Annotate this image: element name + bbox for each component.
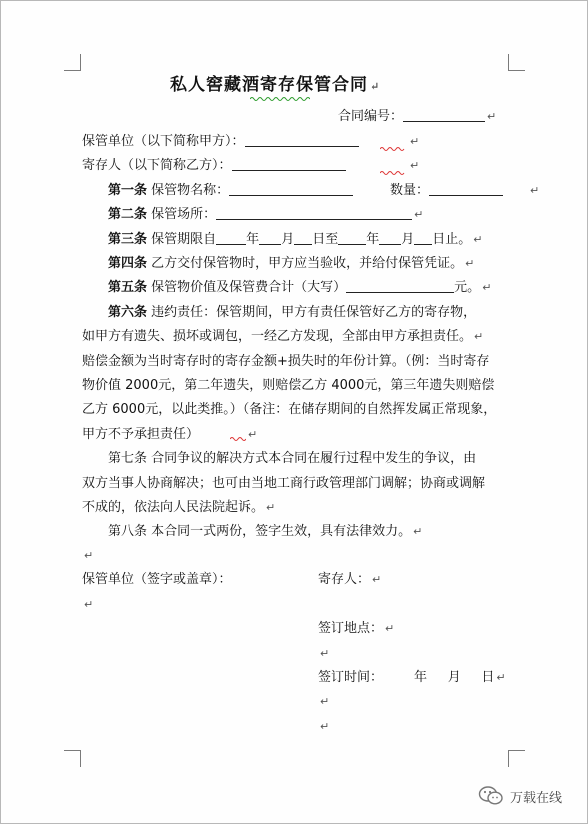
watermark-text: 万载在线 (510, 790, 563, 806)
sign-place: 签订地点： ↵ (318, 621, 395, 636)
spellcheck-squiggle (230, 436, 246, 442)
end-year-field[interactable] (338, 231, 366, 245)
paragraph-mark-icon: ↵ (496, 671, 506, 684)
paragraph-mark-icon: ↵ (320, 695, 330, 708)
contract-number-line: 合同编号： ↵ (338, 109, 497, 124)
spellcheck-squiggle (380, 146, 406, 152)
article-2: 第二条 保管场所： ↵ (108, 207, 424, 222)
article-6-line-2: 如甲方有遗失、损坏或调包，一经乙方发现，全部由甲方承担责任。 ↵ (82, 329, 484, 344)
paragraph-mark-icon: ↵ (530, 184, 540, 197)
paragraph-mark-icon: ↵ (320, 647, 330, 660)
paragraph-mark-icon: ↵ (465, 257, 475, 270)
paragraph-mark-icon: ↵ (385, 622, 395, 635)
paragraph-mark-icon: ↵ (84, 549, 94, 562)
start-month-field[interactable] (259, 231, 281, 245)
article-3: 第三条 保管期限自 年 月 日至 年 月 日止。 ↵ (108, 232, 483, 247)
party-a-field[interactable] (245, 133, 359, 147)
crop-mark-top-left (64, 54, 81, 71)
start-year-field[interactable] (216, 231, 246, 245)
start-day-field[interactable] (294, 231, 312, 245)
crop-mark-bottom-right (508, 750, 525, 767)
article-1-quantity: 数量： (390, 182, 503, 200)
article-5: 第五条 保管物价值及保管费合计（大写） 元。 ↵ (108, 280, 492, 295)
article-6-line-4: 物价值 2000元，第二年遗失，则赔偿乙方 4000元，第三年遗失则赔偿 (82, 378, 495, 393)
sign-party-b: 寄存人： ↵ (318, 572, 382, 587)
paragraph-mark-icon: ↵ (320, 720, 330, 733)
article-7-line-1: 第七条 合同争议的解决方式本合同在履行过程中发生的争议，由 (108, 451, 477, 466)
paragraph-mark-icon: ↵ (482, 281, 492, 294)
paragraph-mark-icon: ↵ (370, 80, 381, 93)
end-day-field[interactable] (414, 231, 432, 245)
party-b-field[interactable] (232, 157, 346, 171)
wechat-icon (478, 785, 504, 807)
article-6-line-1: 第六条 违约责任：保管期间，甲方有责任保管好乙方的寄存物， (108, 305, 477, 320)
article-6-line-3: 赔偿金额为当时寄存时的寄存金额+损失时的年份计算。（例：当时寄存 (82, 354, 490, 369)
party-a-line: 保管单位（以下简称甲方）： (82, 133, 359, 151)
paragraph-mark-icon: ↵ (84, 598, 94, 611)
sign-time: 签订时间： (318, 670, 384, 685)
spellcheck-squiggle (380, 170, 406, 176)
paragraph-mark-icon: ↵ (410, 135, 420, 148)
paragraph-mark-icon: ↵ (413, 525, 423, 538)
paragraph-mark-icon: ↵ (487, 110, 497, 123)
sign-party-a: 保管单位（签字或盖章）： (82, 572, 232, 587)
article-4: 第四条 乙方交付保管物时，甲方应当验收，并给付保管凭证。 ↵ (108, 256, 475, 271)
document-title: 私人窖藏酒寄存保管合同 ↵ (170, 75, 381, 95)
article-1: 第一条 保管物名称： (108, 182, 353, 200)
crop-mark-bottom-left (64, 750, 81, 767)
crop-mark-top-right (508, 54, 525, 71)
article-6-line-5: 乙方 6000元，以此类推。）（备注：在储存期间的自然挥发属正常现象， (82, 402, 497, 417)
storage-place-field[interactable] (216, 206, 412, 220)
paragraph-mark-icon: ↵ (414, 208, 424, 221)
paragraph-mark-icon: ↵ (266, 501, 276, 514)
sign-time-date: 年 月 日 ↵ (414, 670, 506, 685)
spellcheck-squiggle (250, 96, 310, 102)
paragraph-mark-icon: ↵ (474, 330, 484, 343)
paragraph-mark-icon: ↵ (372, 573, 382, 586)
article-8: 第八条 本合同一式两份，签字生效，具有法律效力。 ↵ (108, 524, 423, 539)
paragraph-mark-icon: ↵ (473, 233, 483, 246)
article-6-line-6: 甲方不予承担责任） (82, 427, 200, 442)
paragraph-mark-icon: ↵ (410, 159, 420, 172)
item-name-field[interactable] (229, 182, 353, 196)
article-7-line-2: 双方当事人协商解决；也可由当地工商行政管理部门调解；协商或调解 (82, 476, 486, 491)
article-7-line-3: 不成的，依法向人民法院起诉。 ↵ (82, 500, 276, 515)
quantity-field[interactable] (429, 182, 503, 196)
contract-number-field[interactable] (403, 108, 485, 122)
total-value-field[interactable] (346, 279, 454, 293)
party-b-line: 寄存人（以下简称乙方）： (82, 157, 346, 175)
watermark (478, 785, 562, 807)
end-month-field[interactable] (379, 231, 401, 245)
paragraph-mark-icon: ↵ (248, 428, 258, 441)
